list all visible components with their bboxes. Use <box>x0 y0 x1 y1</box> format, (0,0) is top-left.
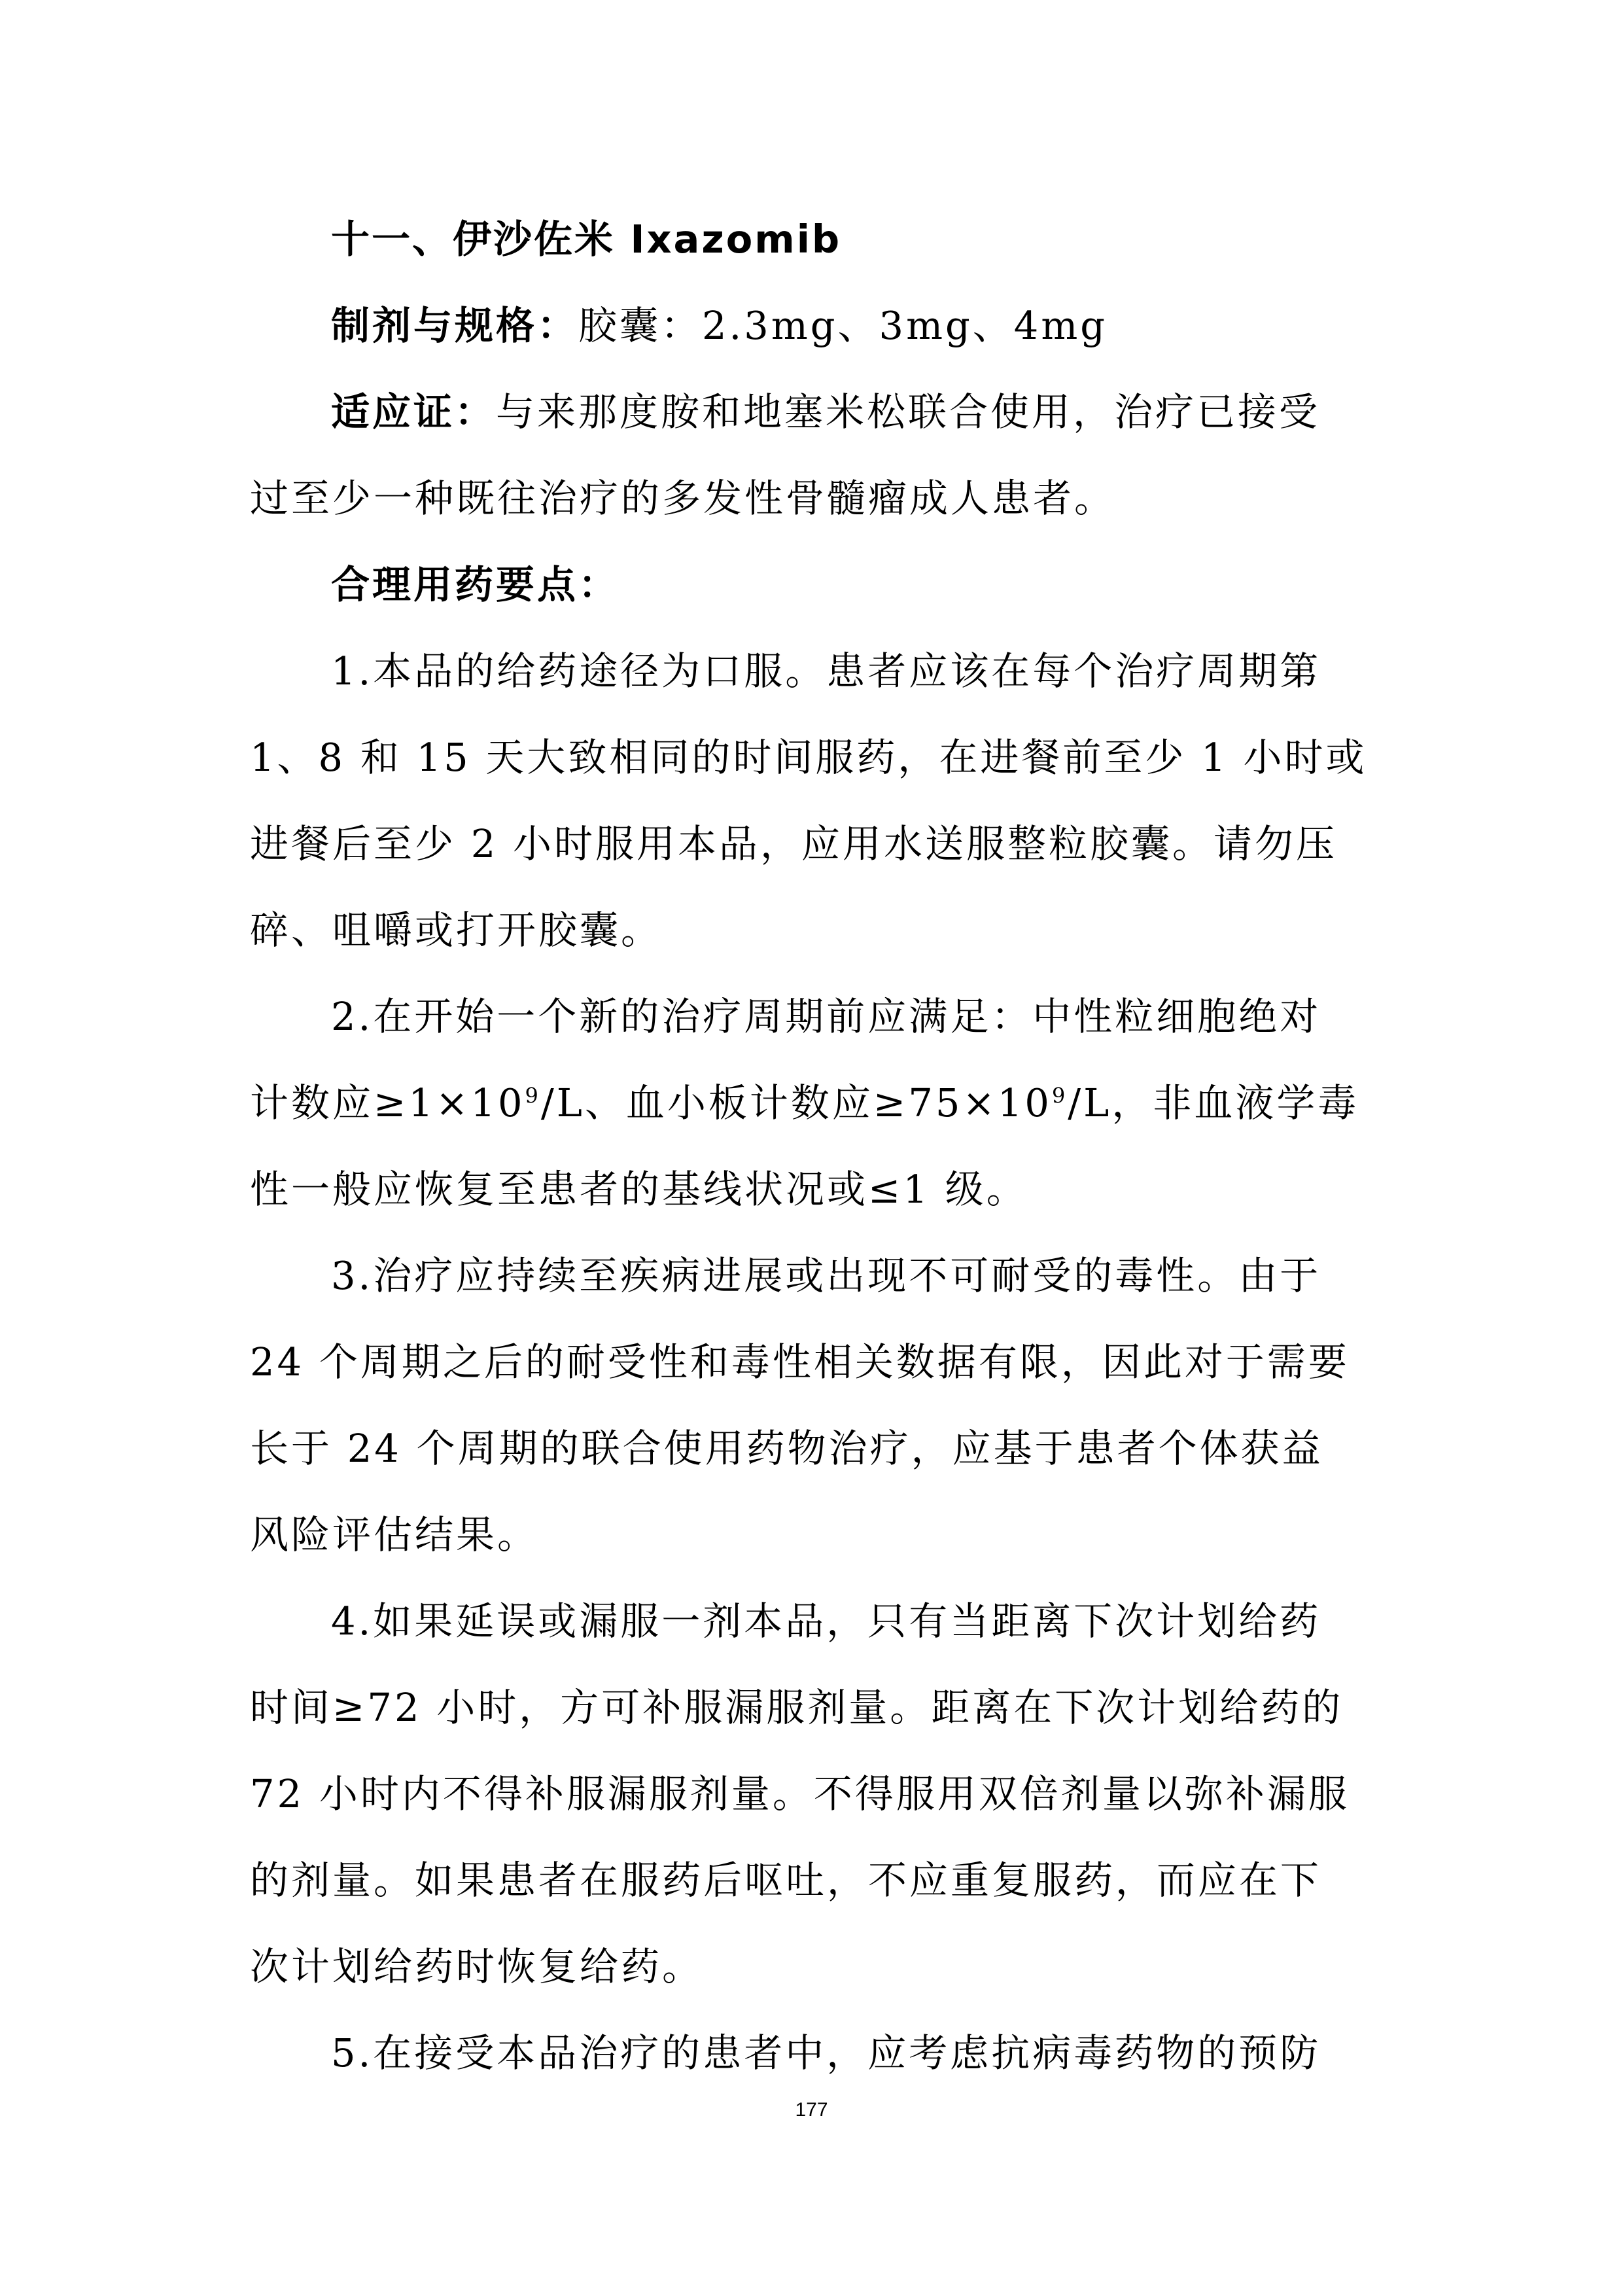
formulation-text: 胶囊：2.3mg、3mg、4mg <box>578 303 1108 348</box>
indication-line-1 <box>250 369 1376 455</box>
document-body <box>250 196 1376 2096</box>
section-title: 十一、伊沙佐米 Ixazomib <box>331 217 842 262</box>
key-points-heading: 合理用药要点： <box>331 562 620 607</box>
point-1-line-3: 进餐后至少 2 小时服用本品，应用水送服整粒胶囊。请勿压 <box>250 821 1338 866</box>
point-3-line-4: 风险评估结果。 <box>250 1512 539 1557</box>
point-2-text-a: 计数应≥1×10 <box>250 1080 525 1125</box>
point-3-line-3: 长于 24 个周期的联合使用药物治疗，应基于患者个体获益 <box>250 1426 1323 1471</box>
point-5-line-1: 5.在接受本品治疗的患者中，应考虑抗病毒药物的预防 <box>331 2030 1321 2075</box>
point-4-line-1: 4.如果延误或漏服一剂本品，只有当距离下次计划给药 <box>331 1598 1321 1644</box>
point-3-line-1: 3.治疗应持续至疾病进展或出现不可耐受的毒性。由于 <box>331 1253 1321 1298</box>
point-4-line-2: 时间≥72 小时，方可补服漏服剂量。距离在下次计划给药的 <box>250 1685 1344 1730</box>
formulation-label: 制剂与规格： <box>331 303 579 348</box>
point-2-line-1: 2.在开始一个新的治疗周期前应满足：中性粒细胞绝对 <box>331 994 1321 1039</box>
point-2-text-b: /L、血小板计数应≥75×10 <box>540 1080 1052 1125</box>
point-4-line-4: 的剂量。如果患者在服药后呕吐，不应重复服药，而应在下 <box>250 1858 1322 1903</box>
point-2-line-3: 性一般应恢复至患者的基线状况或≤1 级。 <box>250 1167 1028 1212</box>
indication-label: 适应证： <box>331 389 497 434</box>
page-number: 177 <box>795 2099 828 2121</box>
indication-text: 与来那度胺和地塞米松联合使用，治疗已接受 <box>496 389 1321 434</box>
exponent-2: 9 <box>1051 1083 1068 1108</box>
point-1-line-2: 1、8 和 15 天大致相同的时间服药，在进餐前至少 1 小时或 <box>250 735 1367 780</box>
point-4-line-5: 次计划给药时恢复给药。 <box>250 1944 704 1989</box>
point-1-line-4: 碎、咀嚼或打开胶囊。 <box>250 908 663 953</box>
point-2-text-c: /L，非血液学毒 <box>1068 1080 1359 1125</box>
formulation-line <box>250 283 1376 369</box>
point-4-line-3: 72 小时内不得补服漏服剂量。不得服用双倍剂量以弥补漏服 <box>250 1771 1350 1816</box>
indication-line-2: 过至少一种既往治疗的多发性骨髓瘤成人患者。 <box>250 476 1116 521</box>
point-1-line-1: 1.本品的给药途径为口服。患者应该在每个治疗周期第 <box>331 648 1321 694</box>
point-3-line-2: 24 个周期之后的耐受性和毒性相关数据有限，因此对于需要 <box>250 1339 1350 1385</box>
point-2-line-2 <box>250 1060 1376 1146</box>
exponent-1: 9 <box>525 1083 541 1108</box>
